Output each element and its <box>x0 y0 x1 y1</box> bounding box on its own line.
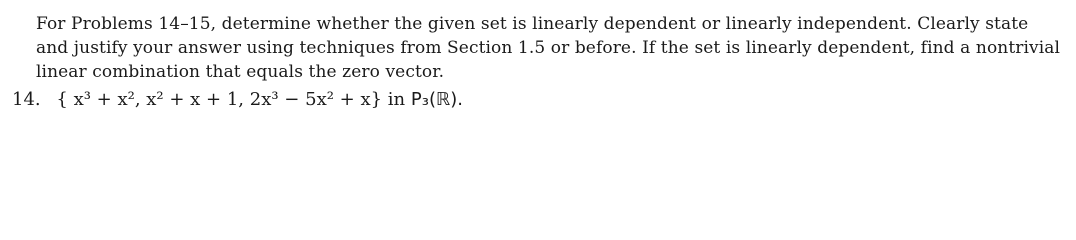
set-term-3: 2x³ − 5x² + x <box>249 89 371 110</box>
problem-number: 14. <box>12 89 41 110</box>
vector-space: P₃(ℝ). <box>410 89 463 110</box>
instructions-line-1: For Problems 14–15, determine whether the given set is linearly dependent or linearly independent. Clearly state <box>36 14 1029 34</box>
instructions-line-2: and justify your answer using techniques from Section 1.5 or before. If the set is linearly dependent, find a nontrivial <box>36 38 1061 58</box>
in-word: in <box>387 89 406 110</box>
set-expression <box>56 89 387 110</box>
instructions-paragraph <box>36 12 1066 84</box>
instructions-line-3: linear combination that equals the zero vector. <box>36 62 445 82</box>
set-term-1: x³ + x², <box>73 89 141 110</box>
set-open-brace: { <box>56 89 68 110</box>
set-close-brace: } <box>370 89 383 110</box>
set-term-2: x² + x + 1, <box>146 89 245 110</box>
problem-page <box>36 12 1066 84</box>
problem-14 <box>12 88 463 112</box>
